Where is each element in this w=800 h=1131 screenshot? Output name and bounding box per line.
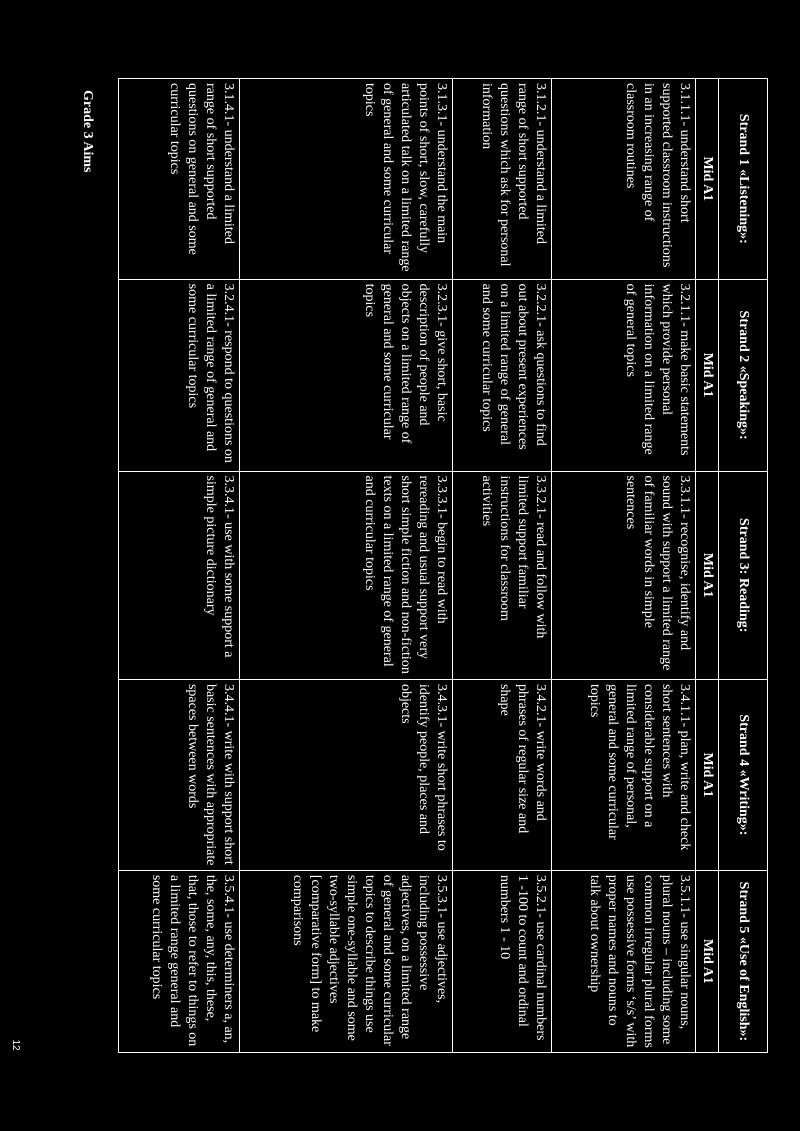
table-cell: 3.4.3.1- write short phrases to identify people, places and objects [240, 679, 453, 870]
strand-3-level: Mid A1 [696, 471, 719, 679]
table-cell: 3.2.2.1- ask questions to find out about present experiences on a limited range of general and some curricular topics [453, 279, 551, 471]
table-cell: 3.5.1.1- use singular nouns, plural nouns – including some common irregular plural forms use possessive forms ‘s/s’ with proper names and nouns to talk about ownership [551, 870, 695, 1052]
strand-5-level: Mid A1 [696, 870, 719, 1052]
table-cell: 3.1.1.1- understand short supported classroom instructions in an increasing range of classroom routines [551, 79, 695, 280]
aims-table [118, 78, 768, 1053]
strand-3-header: Strand 3: Reading: [719, 471, 768, 679]
table-cell: 3.4.4.1- write with support short basic sentences with appropriate spaces between words [119, 679, 240, 870]
table-cell: 3.2.1.1- make basic statements which provide personal information on a limited range of general topics [551, 279, 695, 471]
table-cell: 3.1.4.1- understand a limited range of short supported questions on general and some curricular topics [119, 79, 240, 280]
table-row [119, 79, 240, 1053]
table-cell: 3.4.2.1- write words and phrases of regular size and shape [453, 679, 551, 870]
table-cell: 3.1.3.1- understand the main points of short, slow, carefully articulated talk on a limited range of general and some curricular topics [240, 79, 453, 280]
table-cell: 3.5.4.1- use determiners a, an, the, some, any, this, these, that, those to refer to things on a limited range general and some curricular topics [119, 870, 240, 1052]
strand-4-header: Strand 4 «Writing»: [719, 679, 768, 870]
strand-2-level: Mid A1 [696, 279, 719, 471]
strand-5-header: Strand 5 «Use of English»: [719, 870, 768, 1052]
table-cell: 3.3.4.1- use with some support a simple picture dictionary [119, 471, 240, 679]
strand-header-row [719, 79, 768, 1053]
table-cell: 3.2.3.1- give short, basic description of people and objects on a limited range of general and some curricular topics [240, 279, 453, 471]
table-cell: 3.2.4.1- respond to questions on a limited range of general and some curricular topics [119, 279, 240, 471]
level-header-row [696, 79, 719, 1053]
page-title: Grade 3 Aims [80, 90, 95, 173]
strand-1-header: Strand 1 «Listening»: [719, 79, 768, 280]
table-row [453, 79, 551, 1053]
table-cell: 3.5.2.1- use cardinal numbers 1 -100 to count and ordinal numbers 1 - 10 [453, 870, 551, 1052]
table-cell: 3.3.1.1- recognise, identify and sound with support a limited range of familiar words in simple sentences [551, 471, 695, 679]
table-cell: 3.3.3.1- begin to read with rereading and usual support very short simple fiction and non-fiction texts on a limited range of general and curricular topics [240, 471, 453, 679]
strand-1-level: Mid A1 [696, 79, 719, 280]
strand-2-header: Strand 2 «Speaking»: [719, 279, 768, 471]
strand-4-level: Mid A1 [696, 679, 719, 870]
table-row [551, 79, 695, 1053]
table-cell: 3.1.2.1- understand a limited range of short supported questions which ask for personal information [453, 79, 551, 280]
table-cell: 3.5.3.1- use adjectives, including possessive adjectives, on a limited range of general and some curricular topics to describe things use simple one-syllable and some two-syllable adjectives [comparative form] to make comparisons [240, 870, 453, 1052]
table-cell: 3.3.2.1- read and follow with limited support familiar instructions for classroom activities [453, 471, 551, 679]
table-cell: 3.4.1.1- plan, write and check short sentences with considerable support on a limited range of personal, general and some curricular topics [551, 679, 695, 870]
page-number: 12 [10, 1039, 21, 1051]
table-row [240, 79, 453, 1053]
